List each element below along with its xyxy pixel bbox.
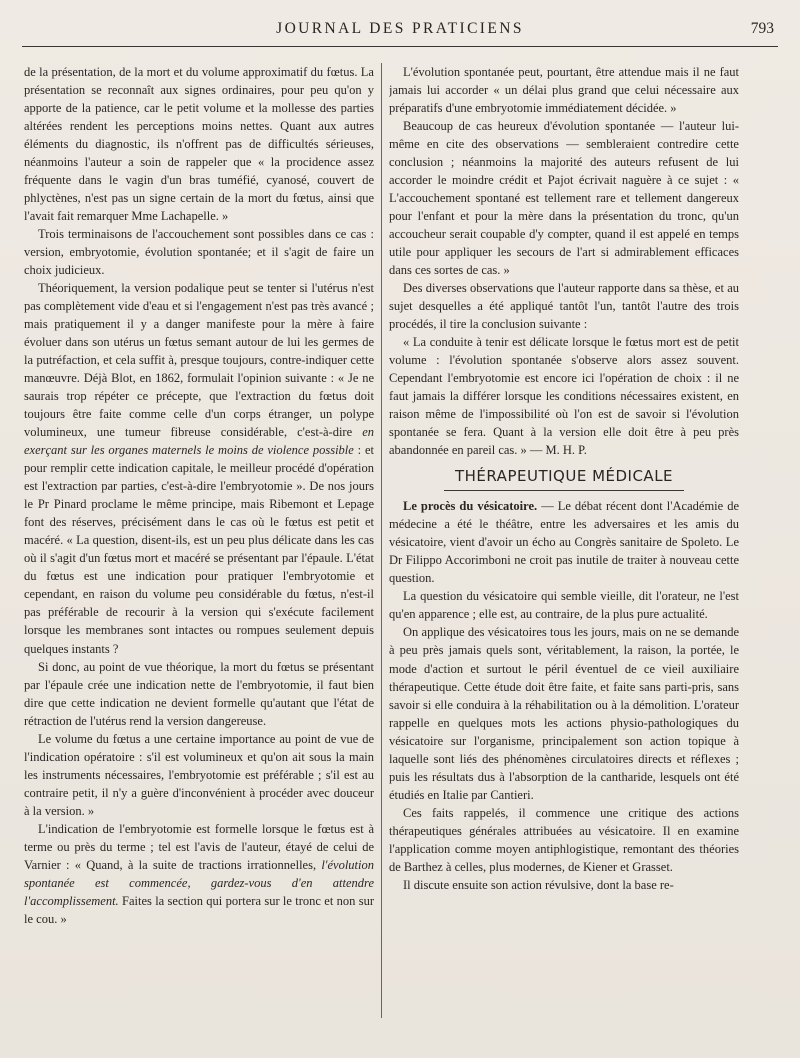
paragraph: Trois terminaisons de l'accouchement sont possibles dans ce cas : version, embryotomie, évolution spontanée; et il s'agit de faire un choix judicieux. [24, 227, 374, 278]
right-column [389, 63, 739, 1018]
paragraph-text: Théoriquement, la version podalique peut se tenter si l'utérus n'est pas complètement vide d'eau et si l'engagement n'est pas très avancé ; mais pratiquement il y a danger manifeste pour la mère à faire évoluer dans son utérus un fœtus semant autour de lui les germes de la putréfaction, et cela suffit à, presque toujours, contre-indiquer cette manœuvre. Déjà Blot, en 1862, formulait l'opinion suivante : « Je ne saurais trop répéter ce précepte, que l'extraction du fœtus doit toujours être faite comme celle d'un corps étranger, un polype volumineux, une tumeur fibreuse considérable, c'est-à-dire [24, 281, 374, 440]
left-column [24, 63, 374, 1018]
paragraph: « La conduite à tenir est délicate lorsque le fœtus mort est de petit volume : l'évolution spontanée s'observe alors assez souvent. Cependant l'embryotomie est encore ici l'opération de choix : il ne faut jamais la différer lorsque les conditions nécessaires existent, en raison même de l'impossibilité où l'on est de savoir si l'évolution spontanée se fera. Quant à la version elle doit être à peu près abandonnée en pareil cas. » — M. H. P. [389, 335, 739, 458]
paragraph: Ces faits rappelés, il commence une critique des actions thérapeutiques générales attribuées au vésicatoire. Il en examine l'application comme moyen antiphlogistique, remontant des théories de Barthez à celles, plus modernes, de Kiener et Grasset. [389, 805, 739, 874]
paragraph: Il discute ensuite son action révulsive, dont la base re- [403, 877, 674, 892]
page-number: 793 [750, 20, 774, 37]
column-divider [381, 63, 382, 1018]
paragraph: L'évolution spontanée peut, pourtant, être attendue mais il ne faut jamais lui accorder « un délai plus grand que celui nécessaire aux préparatifs d'une embryotomie immédiatement décidée. » [389, 65, 739, 116]
paragraph: Beaucoup de cas heureux d'évolution spontanée — l'auteur lui-même en cite des observations — sembleraient contredire cette conclusion ; néanmoins la majorité des auteurs refusent de lui accorder le moindre crédit et Pajot écrivait naguère à ce sujet : « L'accouchement spontané est tellement rare et tellement dangereux pour l'enfant et pour la mère dans la présentation du tronc, qu'un accoucheur serait coupable d'y compter, quand il est appelé en temps utile pour appliquer les secours de l'art si admirablement efficaces dans ces sortes de cas. » [389, 119, 739, 278]
paragraph: de la présentation, de la mort et du volume approximatif du fœtus. La présentation se reconnaît aux signes ordinaires, pour peu qu'on y apporte de la patience, car le petit volume et la mollesse des parties altérées rendent les perceptions moins nettes. Quant aux autres éléments du diagnostic, ils n'offrent pas de difficultés sérieuses, néanmoins l'auteur a soin de rappeler que « la procidence assez fréquente dans le vagin d'un bras tuméfié, cyanosé, couvert de phlyctènes, n'est pas un signe certain de la mort du fœtus, ainsi que l'avait fait remarquer Mme Lachapelle. » [24, 65, 374, 224]
paragraph: La question du vésicatoire qui semble vieille, dit l'orateur, ne l'est qu'en apparence ; elle est, au contraire, de la plus pure actualité. [389, 589, 739, 622]
italic-quote: en exerçant sur les organes maternels le moins de violence possible [24, 425, 374, 458]
paragraph [389, 497, 739, 587]
italic-quote: l'évolution spontanée est commencée, gardez-vous d'en attendre l'accomplissement. [24, 857, 374, 908]
paragraph-text: Faites la section qui portera sur le tronc et non sur le cou. » [24, 893, 374, 926]
paragraph-text: L'indication de l'embryotomie est formelle lorsque le fœtus est à terme ou près du terme ; tel est l'avis de l'auteur, étayé de celui de Varnier : « Quand, à la suite de tractions irrationnelles, [24, 821, 374, 872]
paragraph [24, 820, 374, 928]
paragraph: Si donc, au point de vue théorique, la mort du fœtus se présentant par l'épaule crée une indication nette de l'embryotomie, il faut bien dire que cette indication ne devient formelle qu'autant que l'état de rétraction de l'utérus rend la version dangereuse. [24, 659, 374, 728]
paragraph-text: — Le débat récent dont l'Académie de médecine a été le théâtre, entre les adversaires et les amis du vésicatoire, vient d'avoir un écho au Congrès sanitaire de Spoleto. Le Dr Filippo Accorimboni ne croit pas inutile de traiter à nouveau cette question. [389, 499, 739, 586]
paragraph [24, 279, 374, 657]
paragraph: Le volume du fœtus a une certaine importance au point de vue de l'indication opératoire : s'il est volumineux et qu'on ait sous la main les instruments nécessaires, l'embryotomie est préférable ; s'il est au contraire petit, il n'y a guère d'inconvénient à procéder avec douceur à la version. » [24, 731, 374, 818]
paragraph: Des diverses observations que l'auteur rapporte dans sa thèse, et au sujet desquelles a été appliqué tantôt l'un, tantôt l'autre des trois procédés, il tire la conclusion suivante : [389, 281, 739, 332]
subsection-heading: Le procès du vésicatoire. [403, 499, 538, 514]
paragraph: On applique des vésicatoires tous les jours, mais on ne se demande à peu près jamais quels sont, véritablement, la raison, la portée, le mode d'action et surtout le péril éventuel de ce vieil auxiliaire thérapeutique. Cette étude doit être faite, et faite sans parti-pris, sans savoir si elle conduira à la réhabilitation ou à la démolition. L'orateur rappelle en quelques mots les actions physio-pathologiques du vésicatoire sur l'organisme, principalement son action topique à laquelle sont liés des phénomènes circulatoires directs et réflexes ; puis les résultats dus à l'absorption de la cantharide, lesquels ont été étudiés en Italie par Cantieri. [389, 625, 739, 802]
page-header [22, 18, 778, 47]
journal-title: JOURNAL DES PRATICIENS [276, 20, 524, 37]
paragraph-text: : et pour remplir cette indication capitale, le meilleur procédé d'opération est l'extraction par parties, c'est-à-dire l'embryotomie ». De nos jours le Pr Pinard proclame le même principe, mais Ribemont et Lepage font des réserves, précisément dans le cas où le fœtus est petit et macéré. « La question, disent-ils, est un peu plus délicate dans les cas où il s'agit d'un fœtus mort et macéré se présentant par l'épaule. L'état du fœtus est une indication pour pratiquer l'embryotomie et cependant, en raison du volume peu considérable du fœtus, n'est-il pas préférable de recourir à la version qui s'exécute facilement lorsque les membranes sont intactes ou rompues seulement depuis quelques instants ? [24, 443, 374, 656]
section-title: THÉRAPEUTIQUE MÉDICALE [444, 467, 684, 491]
